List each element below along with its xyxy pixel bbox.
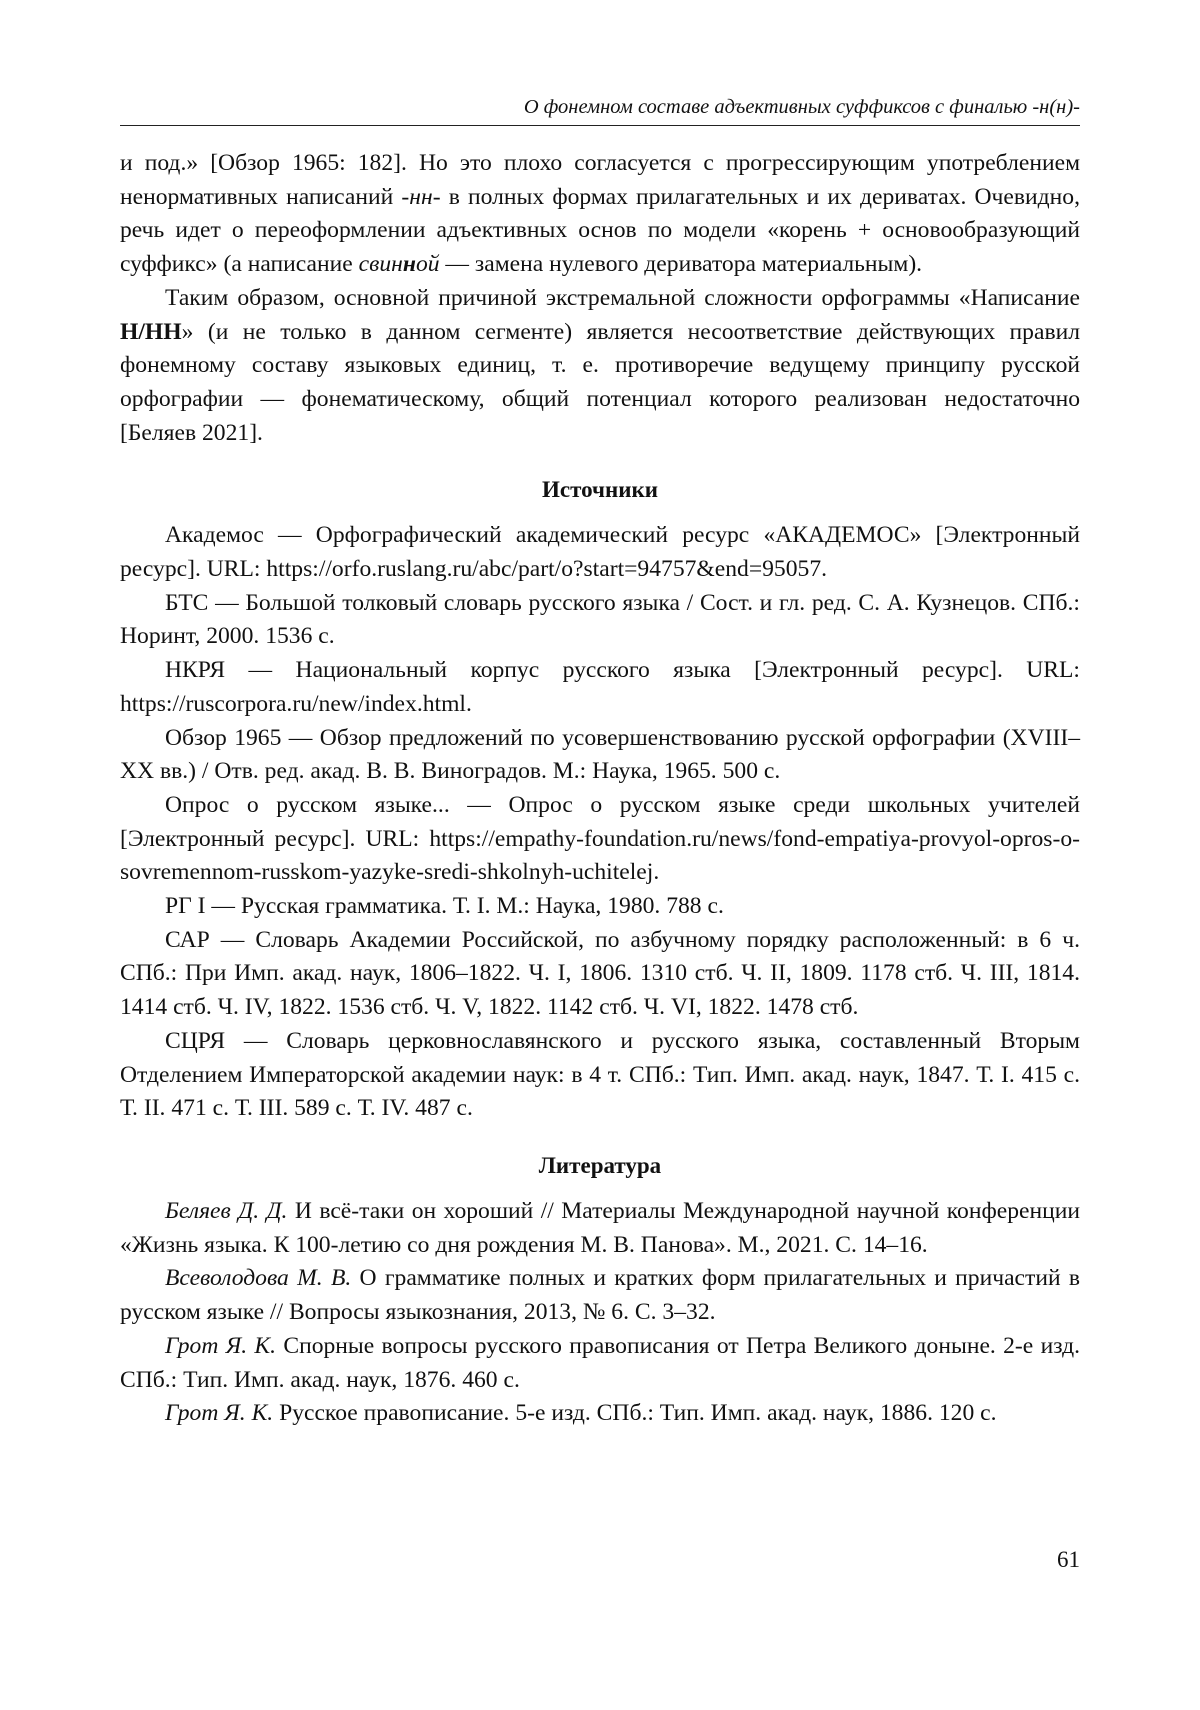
italic-word-part: ой [415, 251, 440, 278]
source-entry-nkrya: НКРЯ — Национальный корпус русского языка [Электронный ресурс]. URL: https://ruscorpora.ru/new/index.html. [120, 657, 1080, 717]
literature-entry [120, 1330, 1080, 1397]
literature-entry [120, 1262, 1080, 1329]
literature-title: Литература [538, 1152, 662, 1178]
literature-entry [120, 1195, 1080, 1262]
source-entry-obzor: Обзор 1965 — Обзор предложений по усовершенствованию русской орфографии (XVIII–XX вв.) / Отв. ред. акад. В. В. Виноградов. М.: Наука, 1965. 500 с. [120, 724, 1080, 785]
bold-italic-letter: н [402, 251, 416, 278]
entry-author: Беляев Д. Д. [165, 1197, 288, 1224]
entry-author: Всеволодова М. В. [165, 1265, 352, 1292]
entry-text: И всё-таки он хороший // Материалы Международной научной конференции «Жизнь языка. К 100-летию со дня рождения М. В. Панова». М., 2021. С. 14–16. [120, 1197, 1080, 1258]
italic-term: -нн- [401, 183, 441, 210]
bold-term: Н/НН [120, 318, 182, 345]
italic-word-part: свин [358, 251, 403, 278]
text-run: — замена нулевого дериватора материальным). [439, 251, 923, 278]
source-entry-opros: Опрос о русском языке... — Опрос о русском языке среди школьных учителей [Электронный ресурс]. URL: https://empathy-foundation.ru/news/fond-empatiya-provyol-opros-o-sovremennom-russkom-yazyke-sredi-shkolnyh-uchitelej. [120, 791, 1080, 886]
source-entry-bts: БТС — Большой толковый словарь русского языка / Сост. и гл. ред. С. А. Кузнецов. СПб.: Норинт, 2000. 1536 с. [120, 589, 1080, 650]
entry-text: Русское правописание. 5-е изд. СПб.: Тип. Имп. акад. наук, 1886. 120 с. [273, 1400, 997, 1427]
literature-entry [120, 1397, 1080, 1431]
source-entry-sar: САР — Словарь Академии Российской, по азбучному порядку расположенный: в 6 ч. СПб.: При Имп. акад. наук, 1806–1822. Ч. I, 1806. 1310 стб. Ч. II, 1809. 1178 стб. Ч. III, 1814. 1414 стб. Ч. IV, 1822. 1536 стб. Ч. V, 1822. 1142 стб. Ч. VI, 1822. 1478 стб. [120, 926, 1080, 1021]
source-entry-akademos: Академос — Орфографический академический ресурс «АКАДЕМОС» [Электронный ресурс]. URL: https://orfo.ruslang.ru/abc/part/o?start=94757&end=95057. [120, 522, 1080, 583]
entry-author: Грот Я. К. [165, 1400, 274, 1427]
source-entry-scrya: СЦРЯ — Словарь церковнославянского и русского языка, составленный Вторым Отделением Императорской академии наук: в 4 т. СПб.: Тип. Имп. акад. наук, 1847. Т. I. 415 с. Т. II. 471 с. Т. III. 589 с. Т. IV. 487 с. [120, 1027, 1080, 1122]
entry-text: Спорные вопросы русского правописания от Петра Великого доныне. 2-е изд. СПб.: Тип. Имп. акад. наук, 1876. 460 с. [120, 1332, 1080, 1393]
document-page [120, 88, 1080, 1688]
text-run: Таким образом, основной причиной экстремальной сложности орфограммы «Написание [165, 284, 1080, 311]
intro-paragraph [120, 147, 1080, 282]
source-entry-rg: РГ I — Русская грамматика. Т. I. М.: Наука, 1980. 788 с. [165, 893, 724, 920]
page-number: 61 [1057, 1547, 1080, 1572]
running-head: О фонемном составе адъективных суффиксов с финалью -н(н)- [120, 88, 1080, 126]
text-run: и под.» [Обзор 1965: 182]. Но это плохо согласуется с прогрессирующим употреблением ненормативных написаний [120, 150, 1080, 210]
body-text [120, 147, 1080, 1431]
text-run: в полных формах прилагательных и их дериватах. Очевидно, речь идет о переоформлении адъективных основ по модели «корень + основообразующий суффикс» (а написание [120, 183, 1080, 278]
entry-author: Грот Я. К. [165, 1332, 277, 1359]
conclusion-paragraph [120, 282, 1080, 451]
entry-text: О грамматике полных и кратких форм прилагательных и причастий в русском языке // Вопросы языкознания, 2013, № 6. С. 3–32. [120, 1265, 1080, 1326]
sources-title: Источники [542, 477, 658, 503]
text-run: » (и не только в данном сегменте) является несоответствие действующих правил фонемному составу языковых единиц, т. е. противоречие ведущему принципу русской орфографии — фонематическому, общий потенциал которого реализован недостаточно [Беляев 2021]. [120, 318, 1080, 446]
